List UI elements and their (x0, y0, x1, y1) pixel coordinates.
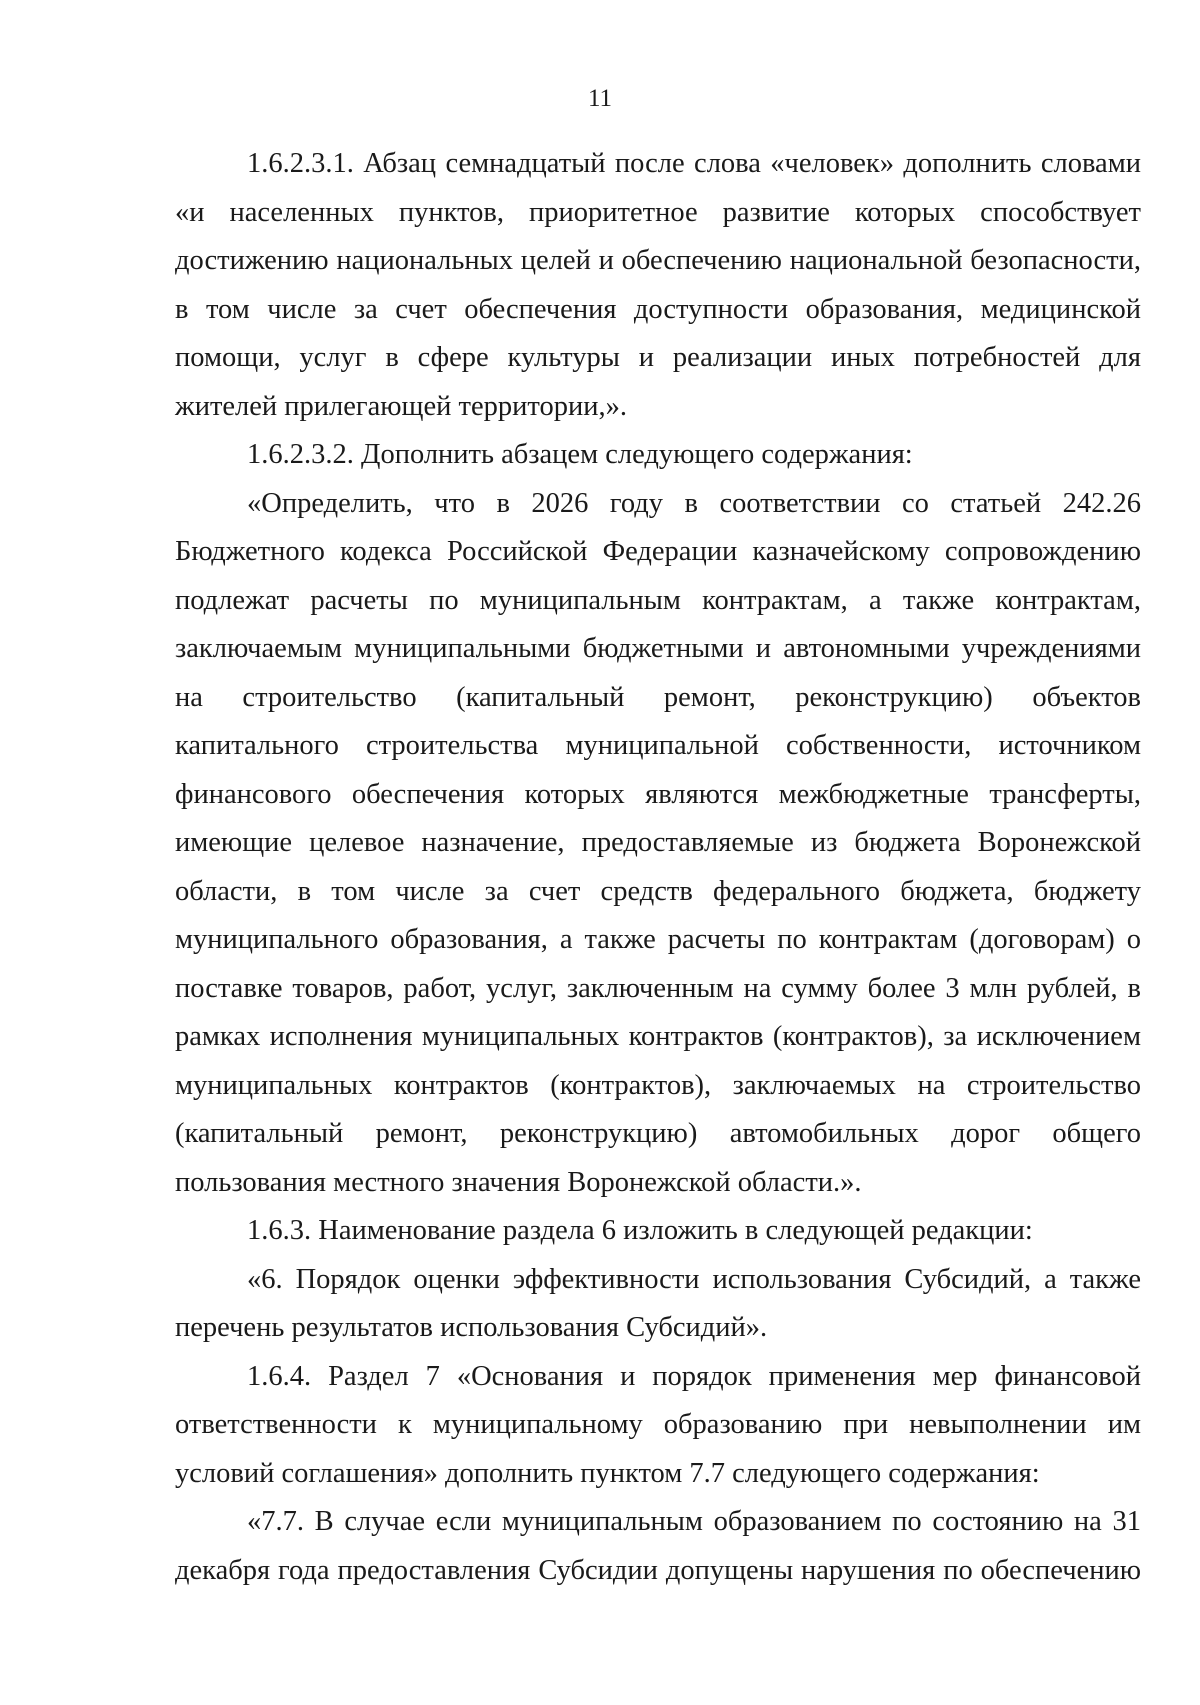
paragraph-quoted-section-6-title: «6. Порядок оценки эффективности использования Субсидий, а также перечень результатов использования Субсидий». (175, 1263, 1141, 1343)
paragraph-1-6-4: 1.6.4. Раздел 7 «Основания и порядок применения мер финансовой ответственности к муниципальному образованию при невыполнении им условий соглашения» дополнить пунктом 7.7 следующего содержания: (175, 1360, 1141, 1489)
paragraph-quoted-treasury-support: «Определить, что в 2026 году в соответствии со статьей 242.26 Бюджетного кодекса Российской Федерации казначейскому сопровождению подлежат расчеты по муниципальным контрактам, а также контрактам, заключаемым муниципальными бюджетными и автономными учреждениями на строительство (капитальный ремонт, реконструкцию) объектов капитального строительства муниципальной собственности, источником финансового обеспечения которых являются межбюджетные трансферты, имеющие целевое назначение, предоставляемые из бюджета Воронежской области, в том числе за счет средств федерального бюджета, бюджету муниципального образования, а также расчеты по контрактам (договорам) о поставке товаров, работ, услуг, заключенным на сумму более 3 млн рублей, в рамках исполнения муниципальных контрактов (контрактов), за исключением муниципальных контрактов (контрактов), заключаемых на строительство (капитальный ремонт, реконструкцию) автомобильных дорог общего пользования местного значения Воронежской области.». (175, 487, 1141, 1198)
page-number: 11 (587, 85, 613, 112)
paragraph-1-6-2-3-2: 1.6.2.3.2. Дополнить абзацем следующего содержания: (247, 439, 913, 470)
paragraph-1-6-3: 1.6.3. Наименование раздела 6 изложить в следующей редакции: (247, 1215, 1033, 1246)
paragraph-quoted-7-7: «7.7. В случае если муниципальным образованием по состоянию на 31 декабря года предоставления Субсидии допущены нарушения по обеспечению (175, 1506, 1141, 1586)
paragraph-1-6-2-3-1: 1.6.2.3.1. Абзац семнадцатый после слова «человек» дополнить словами «и населенных пунктов, приоритетное развитие которых способствует достижению национальных целей и обеспечению национальной безопасности, в том числе за счет обеспечения доступности образования, медицинской помощи, услуг в сфере культуры и реализации иных потребностей для жителей прилегающей территории,». (175, 148, 1141, 422)
document-body (175, 140, 1141, 1595)
